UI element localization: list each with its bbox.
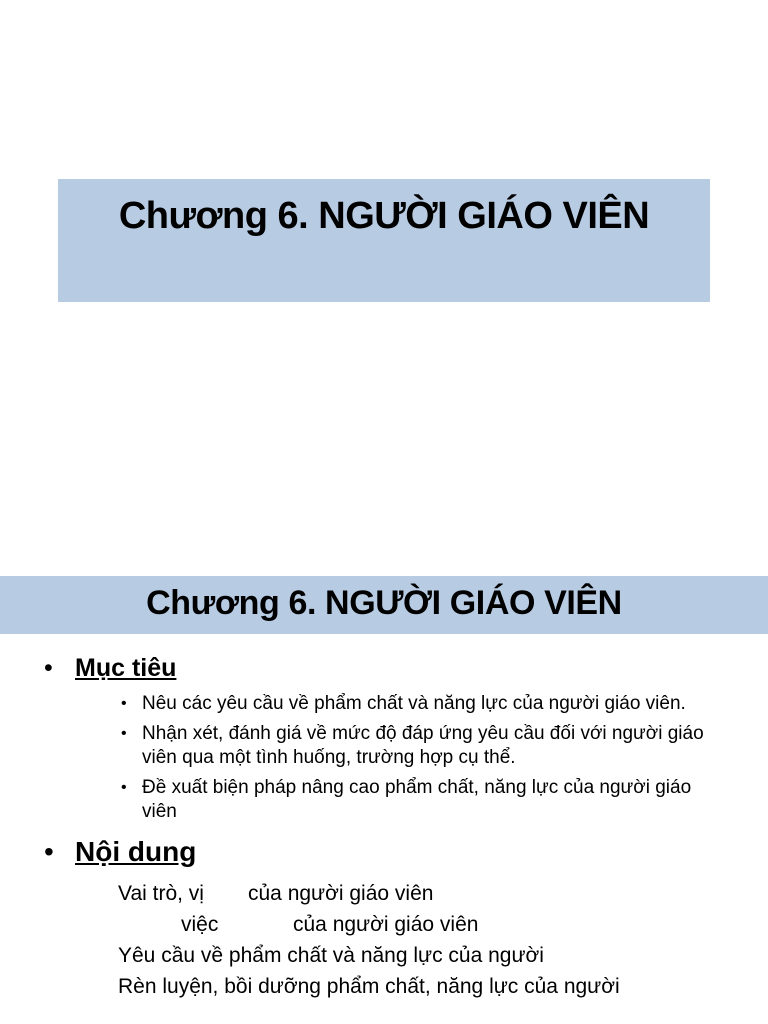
list-item-text: Đề xuất biện pháp nâng cao phẩm chất, năng lực của người giáo viên — [142, 777, 692, 822]
content-line-part: của người giáo viên — [248, 882, 434, 905]
list-item-text: Nêu các yêu cầu về phẩm chất và năng lực của người giáo viên. — [142, 693, 686, 714]
content-line — [0, 971, 768, 1002]
section-heading-objectives — [0, 652, 768, 684]
list-item — [0, 776, 768, 824]
content-line-part: Rèn luyện, bồi dưỡng phẩm chất, năng lực của người — [118, 975, 620, 998]
content-line — [0, 940, 768, 971]
section-heading-label: Mục tiêu — [75, 654, 177, 682]
section-heading-label: Nội dung — [75, 836, 197, 867]
list-item — [0, 692, 768, 716]
content-line — [0, 878, 768, 909]
section-heading-content — [0, 834, 768, 870]
content-line-part: Vai trò, vị — [118, 882, 204, 905]
content-lines — [0, 878, 768, 1002]
bullet-icon: • — [121, 779, 127, 796]
bullet-icon: • — [44, 654, 53, 682]
slide-content — [0, 652, 768, 1002]
list-item-text: Nhận xét, đánh giá về mức độ đáp ứng yêu cầu đối với người giáo viên qua một tình huống, trường hợp cụ thể. — [142, 723, 704, 768]
content-line-part: của người giáo viên — [293, 913, 479, 936]
objectives-list — [0, 692, 768, 824]
content-line — [0, 909, 768, 940]
slide-title: Chương 6. NGƯỜI GIÁO VIÊN — [146, 584, 622, 622]
title-box — [58, 179, 710, 302]
content-slide — [0, 556, 768, 1024]
content-line-part: Yêu cầu về phẩm chất và năng lực của người — [118, 944, 544, 967]
content-line-part: việc — [181, 913, 219, 936]
bullet-icon: • — [44, 836, 54, 867]
slide-title: Chương 6. NGƯỜI GIÁO VIÊN — [118, 195, 650, 237]
list-item — [0, 722, 768, 770]
bullet-icon: • — [121, 725, 127, 742]
bullet-icon: • — [121, 695, 127, 712]
title-band — [0, 576, 768, 634]
